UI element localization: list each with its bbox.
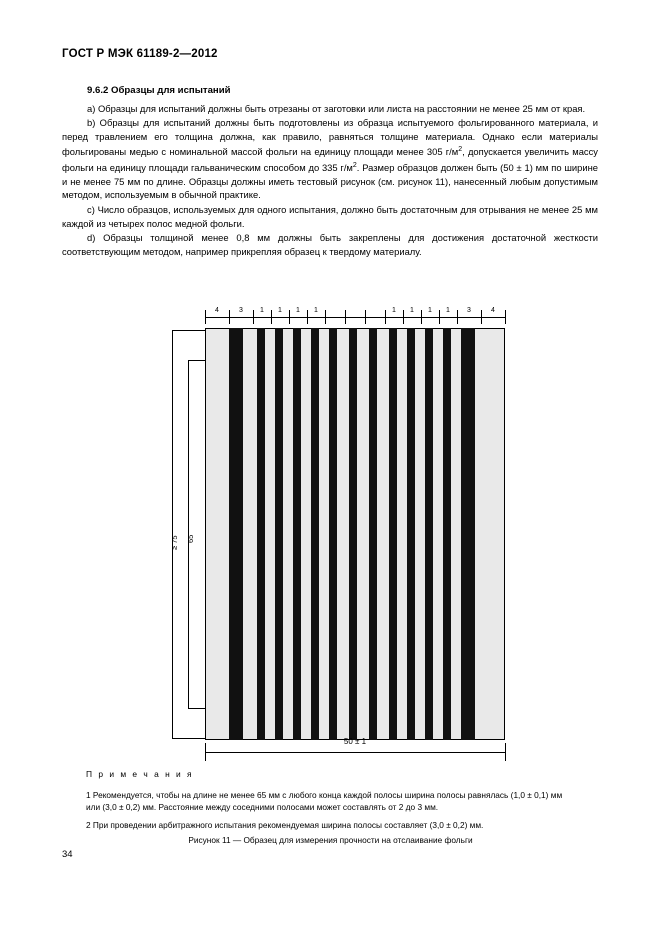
notes-block xyxy=(86,768,576,836)
page-number: 34 xyxy=(62,849,73,860)
copper-strip xyxy=(425,328,433,740)
dim-label-11: 3 xyxy=(467,307,471,314)
copper-strip xyxy=(407,328,415,740)
figure-caption: Рисунок 11 — Образец для измерения прочности на отслаивание фольги xyxy=(188,835,473,845)
section-title: 9.6.2 Образцы для испытаний xyxy=(87,85,231,96)
copper-strip xyxy=(389,328,397,740)
dim-label-4: 1 xyxy=(278,307,282,314)
dim-label-2: 3 xyxy=(239,307,243,314)
dim-label-6: 1 xyxy=(314,307,318,314)
section-body xyxy=(62,84,598,259)
dim-label-5: 1 xyxy=(296,307,300,314)
top-dimension-strip xyxy=(205,306,505,328)
dim-label-12: 4 xyxy=(491,307,495,314)
copper-strip xyxy=(443,328,451,740)
copper-strip xyxy=(293,328,301,740)
width-dimension-line xyxy=(205,752,505,753)
inner-height-label: 65 xyxy=(186,534,195,543)
copper-strip xyxy=(311,328,319,740)
paragraph-c: c) Число образцов, используемых для одного испытания, должно быть достаточным для отрывания не менее 25 мм каждой из четырех полос медной фольги. xyxy=(62,204,598,229)
notes-title: П р и м е ч а н и я xyxy=(86,769,194,779)
specimen-stripes xyxy=(205,328,505,740)
copper-strip xyxy=(369,328,377,740)
width-label: 50 ± 1 xyxy=(343,737,367,746)
dim-label-9: 1 xyxy=(428,307,432,314)
paragraph-b: b) Образцы для испытаний должны быть подготовлены из образца испытуемого фольгированного материала, и перед травлением его толщина должна, как правило, равняться толщине материала. Однако если материалы фольгированы медью с номинальной массой фольги на единицу площади менее 305 $г/м^2$, допускается увеличить массу фольги на единицу площади гальваническим способом до 335 $г/м^2$. Размер образцов должен быть (50 ± 1) мм по ширине и не менее 75 мм по длине. Образцы должны иметь тестовый рисунок (см. рисунок 11), нанесенный любым допустимым методом, используемым в обычной практике. xyxy=(62,117,599,201)
paragraph-a: a) Образцы для испытаний должны быть отрезаны от заготовки или листа на расстоянии не менее 25 мм от края. xyxy=(87,102,586,114)
note-1: 1 Рекомендуется, чтобы на длине не менее 65 мм с любого конца каждой полосы ширина полосы равнялась (1,0 ± 0,1) мм или (3,0 ± 0,2) мм. Расстояние между соседними полосами может составлять от 2 до 3 мм. xyxy=(86,789,563,812)
figure-11 xyxy=(150,300,520,760)
copper-strip xyxy=(275,328,283,740)
copper-strip xyxy=(349,328,357,740)
height-label: ≥ 75 xyxy=(170,535,179,550)
dim-label-10: 1 xyxy=(446,307,450,314)
height-dimension-line xyxy=(172,330,173,738)
copper-strip xyxy=(257,328,265,740)
copper-strip xyxy=(461,328,475,740)
dim-label-8: 1 xyxy=(410,307,414,314)
dim-label-3: 1 xyxy=(260,307,264,314)
copper-strip xyxy=(329,328,337,740)
paragraph-d: d) Образцы толщиной менее 0,8 мм должны быть закреплены для достижения достаточной жесткости соответствующим методом, например прикрепляя образец к твердому материалу. xyxy=(62,232,598,257)
note-2: 2 При проведении арбитражного испытания рекомендуемая ширина полосы составляет (3,0 ± 0,2) мм. xyxy=(86,819,484,830)
copper-strip xyxy=(229,328,243,740)
page-header: ГОСТ Р МЭК 61189-2—2012 xyxy=(62,48,218,60)
dim-label-7: 1 xyxy=(392,307,396,314)
dim-label-1: 4 xyxy=(215,307,219,314)
